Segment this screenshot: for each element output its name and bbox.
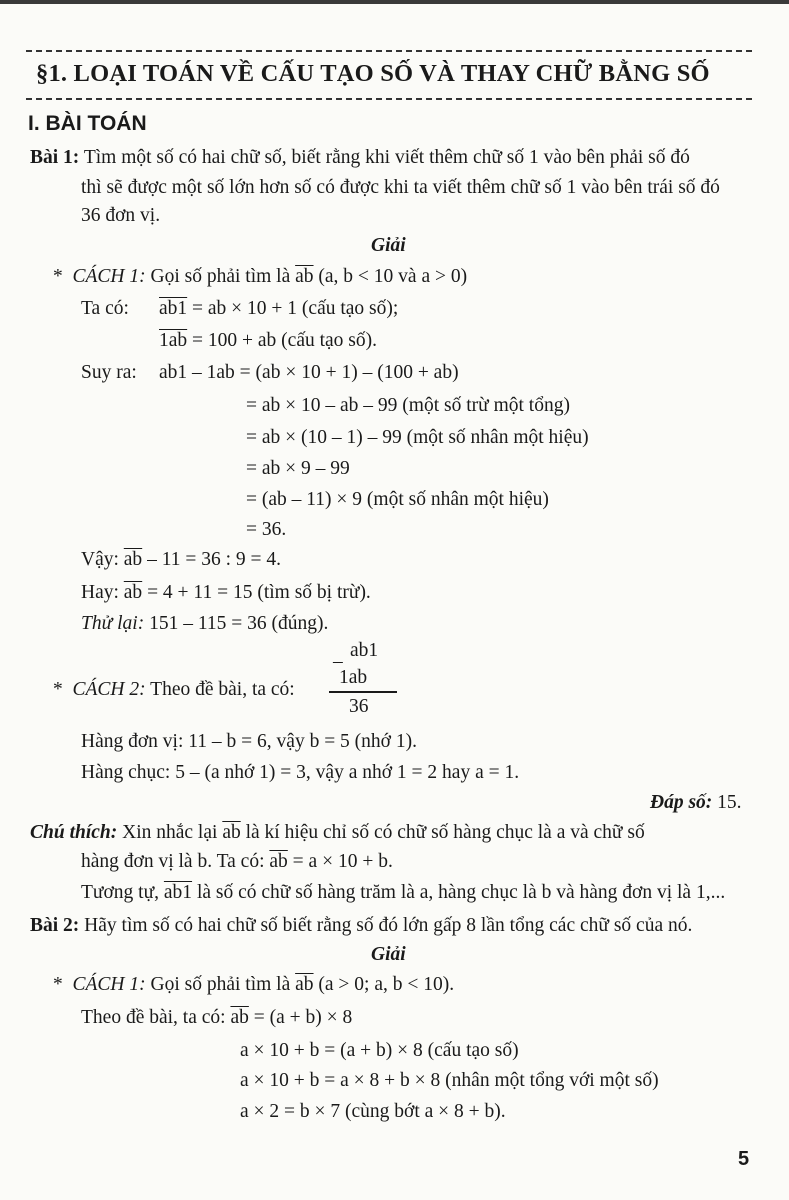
problem1-line3: 36 đơn vị. bbox=[81, 205, 161, 226]
s2-line2: a × 10 + b = (a + b) × 8 (cấu tạo số) bbox=[240, 1040, 519, 1061]
hang-chuc: Hàng chục: 5 – (a nhớ 1) = 3, vậy a nhớ 1 = 2 hay a = 1. bbox=[81, 762, 520, 783]
note-line3: Tương tự, ab1 là số có chữ số hàng trăm là a, hàng chục là b và hàng đơn vị là 1,... bbox=[81, 882, 726, 903]
step5: = (ab – 11) × 9 (một số nhân một hiệu) bbox=[246, 489, 549, 510]
note-line1: Chú thích: Xin nhắc lại $\overline{ab}$ là kí hiệu chỉ số có chữ số hàng chục là a và chữ số bbox=[30, 822, 645, 843]
column-bar bbox=[329, 691, 397, 693]
s2-line3: a × 10 + b = a × 8 + b × 8 (nhân một tổng với một số) bbox=[240, 1070, 659, 1091]
problem2-line: Bài 2: Hãy tìm số có hai chữ số biết rằng số đó lớn gấp 8 lần tổng các chữ số của nó. bbox=[30, 915, 693, 936]
eq2: 1ab = 100 + ab (cấu tạo số). bbox=[159, 330, 378, 351]
eq1: ab1 = ab × 10 + 1 (cấu tạo số); bbox=[159, 298, 399, 319]
step1: ab1 – 1ab = (ab × 10 + 1) – (100 + ab) bbox=[159, 362, 459, 383]
answer-line: Đáp số: 15. bbox=[650, 792, 742, 813]
column-mid: 1ab bbox=[339, 667, 368, 688]
top-border bbox=[0, 0, 789, 4]
problem1-line1: Bài 1: Tìm một số có hai chữ số, biết rằng khi viết thêm chữ số 1 vào bên phải số đó bbox=[30, 147, 690, 168]
s2-line1: Theo đề bài, ta có: $\overline{ab} = (a + b) \times 8$ bbox=[81, 1007, 353, 1028]
problem2-label: Bài 2: bbox=[30, 915, 80, 936]
vay-line: Vậy: $\overline{ab} - 11 = 36$ : 9 = 4. bbox=[81, 549, 282, 570]
step2: = ab × 10 – ab – 99 (một số trừ một tổng) bbox=[246, 395, 570, 416]
heading-problems: I. BÀI TOÁN bbox=[28, 112, 147, 135]
page-number: 5 bbox=[738, 1148, 750, 1170]
ta-co-label: Ta có: bbox=[81, 298, 129, 319]
column-result: 36 bbox=[349, 696, 369, 717]
problem1-line2: thì sẽ được một số lớn hơn số có được khi ta viết thêm chữ số 1 vào bên trái số đó bbox=[81, 177, 720, 198]
bullet-icon: * bbox=[53, 679, 63, 700]
step4: = ab × 9 – 99 bbox=[246, 458, 350, 479]
method1-line: * CÁCH 1: Gọi số phải tìm là $\overline{ab}$ (a, b < 10 và a > 0) bbox=[53, 266, 468, 287]
method2-line: * CÁCH 2: Theo đề bài, ta có: bbox=[53, 679, 295, 700]
suy-ra-label: Suy ra: bbox=[81, 362, 137, 383]
problem1-label: Bài 1: bbox=[30, 147, 80, 168]
bullet-icon: * bbox=[53, 974, 63, 995]
solution2-heading: Giải bbox=[371, 944, 406, 965]
s2-method1-line: * CÁCH 1: Gọi số phải tìm là $\overline{ab}$ (a > 0; a, b < 10). bbox=[53, 974, 455, 995]
solution1-heading: Giải bbox=[371, 235, 406, 256]
thu-lai-line: Thử lại: 151 – 115 = 36 (đúng). bbox=[81, 613, 329, 634]
column-top: ab1 bbox=[350, 640, 379, 661]
step3: = ab × (10 – 1) – 99 (một số nhân một hiệu) bbox=[246, 427, 589, 448]
section-title: §1. LOẠI TOÁN VỀ CẤU TẠO SỐ VÀ THAY CHỮ BẰNG SỐ bbox=[36, 60, 710, 87]
bullet-icon: * bbox=[53, 266, 63, 287]
hang-don-vi: Hàng đơn vị: 11 – b = 6, vậy b = 5 (nhớ 1). bbox=[81, 731, 417, 752]
step6: = 36. bbox=[246, 519, 287, 540]
column-minus: – bbox=[333, 651, 343, 672]
s2-line4: a × 2 = b × 7 (cùng bớt a × 8 + b). bbox=[240, 1101, 506, 1122]
note-line2: hàng đơn vị là b. Ta có: $\overline{ab} = a \times 10 + b$. bbox=[81, 851, 393, 872]
hay-line: Hay: $\overline{ab} = 4 + 11 = 15$ (tìm số bị trừ). bbox=[81, 582, 371, 603]
section-title-box bbox=[26, 50, 752, 100]
